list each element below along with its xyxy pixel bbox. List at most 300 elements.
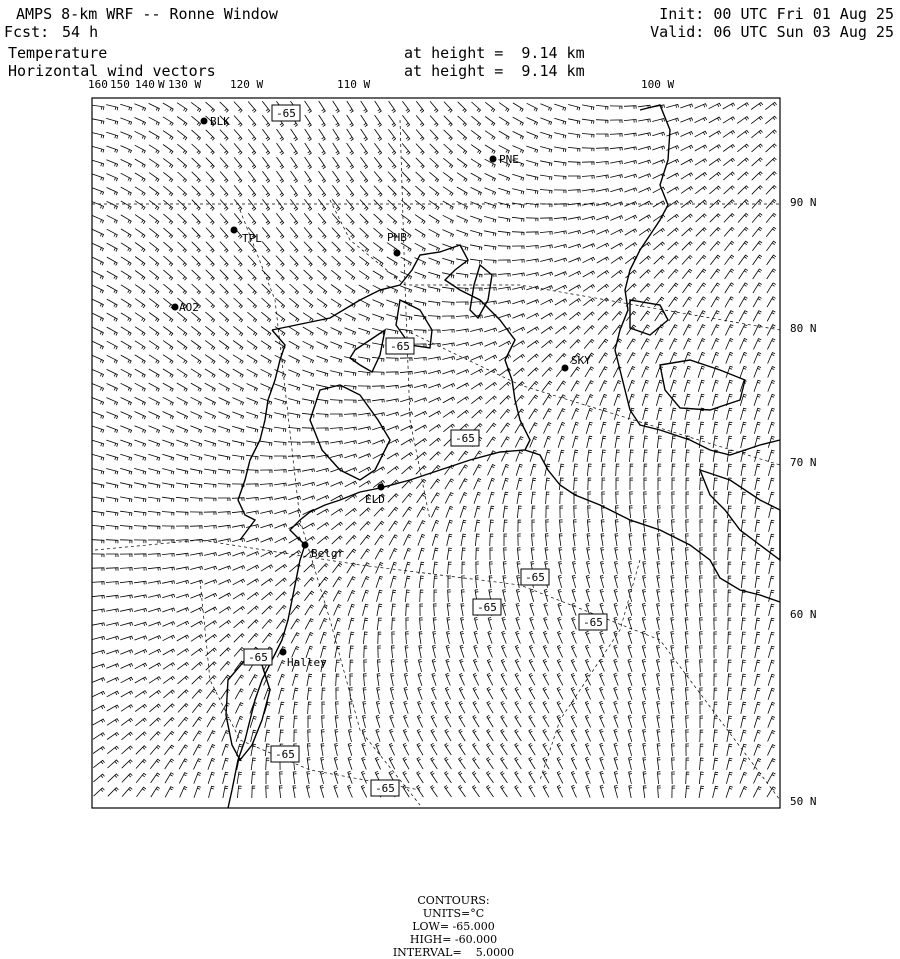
wind-barb — [559, 450, 565, 462]
wind-barb — [728, 674, 732, 686]
wind-barb — [740, 787, 747, 798]
wind-barb — [529, 771, 535, 783]
wind-barb — [685, 632, 688, 644]
wind-barb — [559, 534, 562, 546]
wind-barb — [220, 242, 228, 253]
wind-barb — [291, 129, 298, 141]
wind-barb — [232, 426, 244, 432]
wind-barb — [484, 231, 496, 236]
wind-barb — [305, 157, 312, 169]
wind-barb — [120, 426, 131, 433]
wind-barb — [107, 174, 118, 182]
wind-barb — [220, 102, 229, 113]
wind-barb — [512, 232, 524, 236]
wind-barb — [712, 339, 720, 350]
wind-barb — [614, 771, 618, 783]
wind-barb — [121, 383, 132, 391]
wind-barb — [275, 537, 287, 542]
wind-barb — [389, 521, 398, 531]
wind-barb — [331, 328, 342, 336]
wind-barb — [601, 562, 604, 574]
wind-barb — [629, 520, 632, 532]
wind-barb — [192, 242, 201, 253]
wind-barb — [540, 190, 552, 194]
wind-barb — [428, 258, 439, 265]
wind-barb — [446, 520, 452, 531]
wind-barb — [246, 511, 258, 514]
wind-barb — [739, 255, 748, 265]
wind-barb — [685, 436, 690, 448]
wind-barb — [416, 466, 427, 475]
wind-barb — [473, 673, 478, 685]
wind-barb — [515, 785, 522, 797]
wind-barb — [501, 673, 507, 685]
wind-barb — [755, 478, 760, 490]
wind-barb — [686, 450, 690, 462]
wind-barb — [206, 186, 214, 197]
wind-barb — [582, 203, 594, 206]
wind-barb — [260, 484, 272, 487]
wind-barb — [657, 646, 660, 658]
wind-barb — [135, 341, 145, 350]
wind-barb — [275, 578, 286, 586]
wind-barb — [768, 408, 775, 419]
wind-barb — [191, 607, 203, 612]
wind-barb — [628, 715, 632, 727]
wind-barb — [219, 312, 228, 322]
wind-barb — [517, 576, 520, 588]
wind-barb — [432, 659, 436, 671]
wind-barb — [416, 172, 425, 182]
wind-barb — [404, 701, 408, 713]
wind-barb — [316, 356, 327, 363]
wind-barb — [322, 702, 325, 714]
wind-barb — [405, 576, 410, 588]
wind-barb — [724, 214, 734, 223]
wind-barb — [277, 143, 284, 154]
wind-barb — [360, 228, 369, 238]
wind-barb — [671, 548, 674, 560]
wind-barb — [546, 506, 549, 518]
wind-barb — [713, 744, 718, 756]
wind-barb — [699, 786, 704, 798]
wind-barb — [700, 716, 703, 728]
wind-barb — [695, 159, 707, 165]
wind-barb — [696, 214, 707, 222]
wind-barb — [334, 771, 338, 783]
wind-barb — [405, 660, 408, 672]
wind-barb — [402, 172, 410, 183]
wind-barb — [176, 483, 188, 488]
wind-barb — [247, 384, 258, 392]
wind-barb — [92, 511, 104, 516]
wind-barb — [713, 408, 719, 420]
wind-barb — [554, 176, 566, 180]
wind-barb — [278, 674, 285, 685]
wind-barb — [321, 730, 324, 742]
wind-barb — [206, 144, 214, 155]
wind-barb — [428, 330, 440, 333]
wind-barb — [317, 496, 329, 501]
wind-barb — [526, 175, 538, 181]
wind-barb — [320, 785, 324, 797]
wind-barb — [448, 562, 452, 574]
wind-barb — [220, 270, 228, 281]
wind-barb — [121, 327, 131, 336]
wind-barb — [741, 492, 746, 504]
wind-barb — [624, 174, 636, 178]
wind-barb — [518, 520, 521, 532]
wind-barb — [752, 241, 762, 251]
wind-barb — [725, 255, 734, 265]
wind-barb — [149, 103, 160, 111]
wind-barb — [446, 645, 450, 657]
wind-barb — [485, 117, 495, 126]
station-label: ELD — [365, 493, 385, 506]
wind-barb — [331, 299, 341, 308]
wind-barb — [234, 143, 242, 154]
wind-barb — [162, 440, 173, 447]
wind-barb — [121, 313, 131, 322]
wind-barb — [501, 687, 507, 699]
wind-barb — [305, 129, 312, 141]
wind-barb — [766, 158, 777, 166]
wind-barb — [122, 787, 132, 796]
wind-barb — [642, 701, 645, 713]
wind-barb — [162, 553, 174, 556]
wind-barb — [360, 157, 367, 168]
wind-barb — [769, 520, 775, 532]
wind-barb — [135, 299, 145, 308]
wind-barb — [711, 297, 720, 307]
wind-barb — [148, 540, 160, 543]
wind-barb — [445, 687, 450, 699]
wind-barb — [600, 659, 605, 671]
wind-barb — [529, 729, 535, 741]
wind-barb — [461, 520, 467, 532]
wind-barb — [274, 483, 286, 486]
wind-barb — [392, 632, 395, 644]
wind-barb — [206, 242, 214, 253]
wind-barb — [344, 371, 356, 376]
wind-barb — [162, 581, 174, 584]
wind-barb — [106, 623, 118, 626]
wind-barb — [93, 327, 104, 335]
wind-barb — [121, 412, 132, 420]
wind-barb — [106, 118, 118, 124]
wind-barb — [417, 771, 424, 783]
wind-barb — [741, 534, 745, 546]
wind-barb — [529, 423, 537, 434]
wind-barb — [376, 576, 383, 587]
wind-barb — [274, 413, 286, 419]
wind-barb — [754, 353, 761, 364]
wind-barb — [643, 534, 646, 546]
wind-barb — [714, 534, 717, 546]
wind-barb — [121, 215, 131, 224]
wind-barb — [400, 412, 412, 416]
wind-barb — [92, 664, 104, 668]
wind-barb — [417, 757, 423, 769]
wind-barb — [754, 366, 761, 377]
wind-barb — [305, 605, 314, 615]
wind-barb — [363, 618, 368, 630]
wind-barb — [149, 173, 159, 182]
wind-barb — [247, 312, 256, 322]
wind-barb — [206, 689, 216, 699]
wind-barb — [417, 521, 425, 532]
wind-barb — [289, 551, 301, 558]
wind-barb — [93, 216, 104, 224]
wind-barb — [487, 451, 495, 461]
wind-barb — [434, 576, 438, 588]
wind-barb — [624, 188, 636, 192]
wind-barb — [725, 297, 734, 307]
wind-barb — [192, 676, 203, 684]
wind-barb — [378, 646, 381, 658]
wind-barb — [515, 743, 522, 755]
contour-label: -65 — [455, 432, 475, 445]
wind-barb — [615, 534, 618, 546]
wind-barb — [587, 464, 591, 476]
wind-barb — [223, 772, 229, 784]
wind-barb — [107, 369, 118, 377]
wind-barb — [222, 731, 229, 742]
wind-barb — [178, 284, 187, 294]
wind-barb — [93, 341, 104, 349]
wind-barb — [698, 352, 705, 363]
wind-barb — [658, 478, 661, 490]
wind-barb — [92, 440, 103, 446]
wind-barb — [414, 398, 426, 402]
wind-barb — [585, 687, 590, 699]
wind-barb — [333, 143, 340, 155]
wind-barb — [149, 228, 158, 238]
wind-barb — [540, 204, 552, 207]
wind-barb — [277, 129, 284, 140]
wind-barb — [402, 143, 410, 154]
wind-barb — [331, 522, 342, 530]
wind-barb — [681, 214, 692, 222]
wind-barb — [262, 115, 269, 126]
wind-barb — [288, 469, 300, 472]
wind-barb — [568, 105, 580, 111]
wind-barb — [204, 483, 216, 487]
wind-barb — [92, 398, 103, 405]
wind-barb — [177, 130, 187, 140]
wind-barb — [232, 552, 244, 556]
wind-barb — [728, 660, 732, 672]
wind-barb — [600, 757, 604, 769]
wind-barb — [92, 582, 104, 585]
wind-barb — [686, 730, 689, 742]
wind-barb — [391, 646, 394, 658]
wind-barb — [739, 297, 747, 307]
wind-barb — [640, 284, 650, 293]
wind-barb — [248, 298, 257, 308]
wind-barb — [640, 270, 651, 278]
wind-barb — [235, 703, 243, 714]
wind-barb — [529, 701, 535, 713]
wind-barb — [530, 617, 534, 629]
wind-barb — [177, 621, 189, 626]
wind-barb — [558, 436, 565, 447]
wind-barb — [572, 589, 576, 601]
wind-barb — [107, 299, 117, 307]
wind-barb — [431, 743, 437, 755]
wind-barb — [614, 381, 621, 392]
wind-barb — [135, 691, 147, 698]
wind-barb — [555, 299, 567, 305]
wind-barb — [597, 257, 609, 263]
wind-barb — [377, 618, 381, 630]
wind-barb — [638, 119, 650, 122]
wind-barb — [487, 673, 493, 685]
wind-barb — [374, 200, 382, 211]
wind-barb — [135, 131, 146, 139]
wind-barb — [628, 729, 632, 741]
wind-barb — [307, 674, 312, 686]
wind-barb — [501, 729, 508, 741]
wind-barb — [262, 129, 269, 140]
wind-barb — [446, 659, 450, 671]
wind-barb — [671, 688, 674, 700]
wind-barb — [218, 498, 230, 501]
wind-barb — [206, 158, 214, 169]
wind-barb — [471, 356, 483, 361]
wind-barb — [513, 314, 525, 319]
wind-barb — [348, 743, 352, 755]
wind-barb — [587, 436, 593, 448]
wind-barb — [429, 425, 441, 432]
wind-barb — [459, 785, 466, 797]
wind-barb — [712, 352, 719, 363]
wind-barb — [671, 576, 674, 588]
wind-barb — [290, 199, 297, 210]
wind-barb — [766, 227, 776, 236]
wind-barb — [121, 285, 131, 294]
wind-barb — [754, 773, 762, 784]
wind-barb — [540, 231, 552, 234]
wind-barb — [541, 327, 553, 334]
wind-barb — [515, 659, 520, 671]
wind-barb — [484, 216, 496, 222]
wind-barb — [302, 482, 314, 485]
wind-barb — [135, 718, 146, 726]
wind-vector-field — [92, 101, 777, 798]
wind-barb — [526, 160, 538, 166]
wind-barb — [541, 104, 552, 111]
wind-barb — [768, 731, 776, 742]
wind-barb — [93, 719, 105, 725]
wind-barb — [541, 299, 553, 304]
wind-barb — [92, 174, 103, 181]
wind-barb — [709, 172, 720, 179]
wind-barb — [177, 649, 189, 656]
wind-barb — [219, 341, 229, 350]
wind-barb — [204, 553, 216, 556]
wind-barb — [616, 478, 619, 490]
wind-barb — [107, 384, 118, 392]
wind-barb — [443, 172, 453, 182]
wind-barb — [430, 144, 439, 155]
wind-barb — [695, 117, 707, 122]
wind-barb — [303, 523, 315, 529]
wind-barb — [457, 410, 468, 417]
wind-barb — [404, 715, 409, 727]
wind-barb — [588, 492, 591, 504]
wind-barb — [457, 201, 468, 209]
wind-barb — [614, 589, 618, 601]
wind-barb — [571, 729, 577, 741]
wind-barb — [699, 772, 703, 784]
wind-barb — [190, 553, 202, 556]
contour-legend — [0, 881, 900, 959]
wind-barb — [428, 370, 440, 374]
wind-barb — [150, 759, 160, 769]
wind-barb — [629, 772, 632, 784]
wind-barb — [232, 470, 244, 474]
wind-barb — [107, 355, 118, 363]
wind-barb — [120, 497, 132, 502]
wind-barb — [279, 786, 282, 798]
interval-label: INTERVAL= 5.0000 — [392, 946, 515, 959]
wind-barb — [107, 285, 117, 293]
wind-barb — [486, 423, 496, 432]
wind-barb — [568, 147, 580, 151]
wind-barb — [305, 185, 312, 197]
wind-barb — [360, 535, 370, 545]
wind-barb — [120, 595, 132, 598]
wind-barb — [120, 568, 132, 571]
wind-barb — [293, 786, 296, 798]
wind-barb — [428, 272, 440, 278]
wind-barb — [612, 298, 623, 307]
wind-barb — [614, 394, 621, 405]
wind-barb — [430, 158, 439, 168]
wind-barb — [206, 256, 214, 267]
wind-barb — [149, 426, 160, 433]
wind-barb — [362, 757, 367, 769]
wind-barb — [148, 567, 160, 570]
wind-barb — [542, 368, 552, 377]
wind-barb — [220, 256, 228, 267]
wind-barb — [220, 172, 228, 183]
wind-barb — [372, 386, 384, 389]
wind-barb — [543, 757, 549, 769]
wind-barb — [545, 478, 550, 490]
wind-barb — [307, 688, 311, 700]
wind-barb — [652, 160, 664, 165]
wind-barb — [293, 688, 298, 700]
wind-barb — [640, 256, 651, 264]
station-marker — [378, 484, 385, 491]
wind-barb — [557, 409, 565, 420]
wind-barb — [391, 590, 396, 602]
wind-barb — [448, 576, 451, 588]
wind-barb — [375, 549, 383, 560]
wind-barb — [205, 412, 216, 419]
wind-barb — [501, 785, 508, 797]
wind-barb — [294, 730, 297, 742]
wind-barb — [711, 325, 719, 336]
wind-barb — [276, 605, 286, 614]
wind-barb — [698, 339, 706, 350]
wind-barb — [302, 370, 313, 377]
wind-barb — [121, 705, 133, 712]
wind-barb — [429, 186, 439, 196]
wind-barb — [503, 590, 506, 602]
